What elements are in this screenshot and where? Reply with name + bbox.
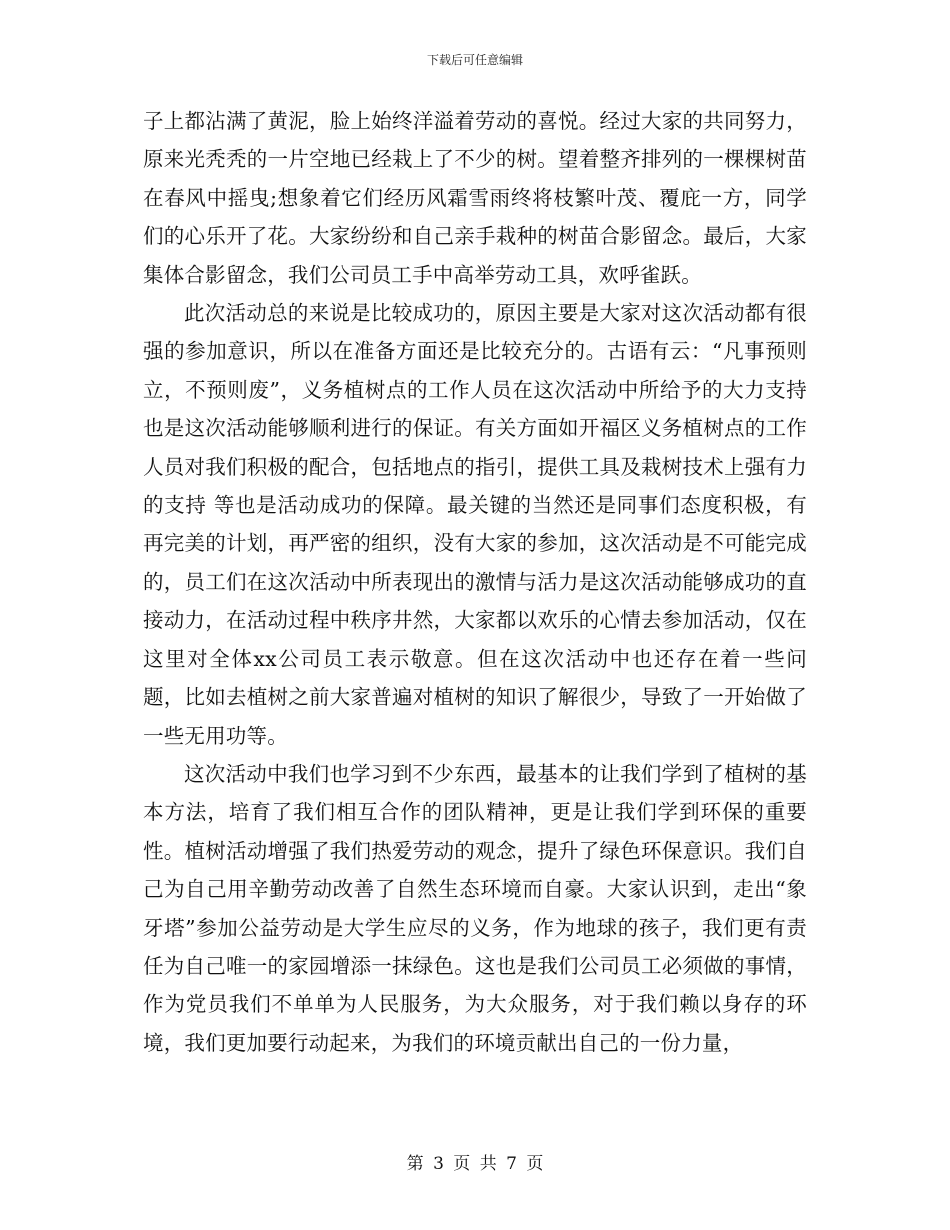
page-header: 下载后可任意编辑: [426, 53, 523, 67]
body-paragraph-1: 子上都沾满了黄泥，脸上始终洋溢着劳动的喜悦。经过大家的共同努力，原来光秃秃的一片空地已经栽上了不少的树。望着整齐排列的一棵棵树苗在春风中摇曳;想象着它们经历风霜雪雨终将枝繁叶茂、覆庇一方，同学们的心乐开了花。大家纷纷和自己亲手栽种的树苗合影留念。最后，大家集体合影留念，我们公司员工手中高举劳动工具，欢呼雀跃。: [143, 109, 807, 287]
body-paragraph-2: 此次活动总的来说是比较成功的，原因主要是大家对这次活动都有很强的参加意识，所以在准备方面还是比较充分的。古语有云：“凡事预则立，不预则废”，义务植树点的工作人员在这次活动中所给予的大力支持也是这次活动能够顺利进行的保证。有关方面如开福区义务植树点的工作人员对我们积极的配合，包括地点的指引，提供工具及栽树技术上强有力的支持 等也是活动成功的保障。最关键的当然还是同事们态度积极，有再完美的计划，再严密的组织，没有大家的参加，这次活动是不可能完成的，员工们在这次活动中所表现出的激情与活力是这次活动能够成功的直接动力，在活动过程中秩序井然，大家都以欢乐的心情去参加活动，仅在这里对全体xx公司员工表示敬意。但在这次活动中也还存在着一些问题，比如去植树之前大家普遍对植树的知识了解很少，导致了一开始做了一些无用功等。: [143, 301, 807, 748]
body-paragraph-3: 这次活动中我们也学习到不少东西，最基本的让我们学到了植树的基本方法，培育了我们相互合作的团队精神，更是让我们学到环保的重要性。植树活动增强了我们热爱劳动的观念，提升了绿色环保意识。我们自己为自己用辛勤劳动改善了自然生态环境而自豪。大家认识到，走出“象牙塔”参加公益劳动是大学生应尽的义务，作为地球的孩子，我们更有责任为自己唯一的家园增添一抹绿色。这也是我们公司员工必须做的事情，作为党员我们不单单为人民服务，为大众服务，对于我们赖以身存的环境，我们更加要行动起来，为我们的环境贡献出自己的一份力量，: [143, 761, 807, 1055]
document-body: [143, 102, 807, 1062]
page-number-footer: 第 3 页 共 7 页: [406, 1154, 544, 1174]
